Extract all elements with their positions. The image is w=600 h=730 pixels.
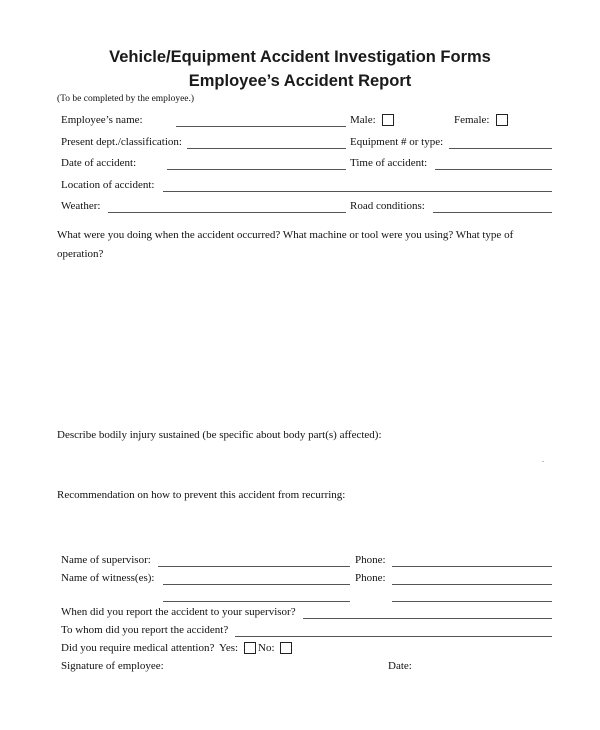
date-label: Date: xyxy=(388,660,412,672)
yes-checkbox[interactable] xyxy=(244,642,256,654)
recommendation-answer-area[interactable] xyxy=(56,504,552,548)
recommendation-question: Recommendation on how to prevent this accident from recurring: xyxy=(57,489,346,501)
form-subtitle: Employee’s Accident Report xyxy=(188,72,412,90)
supervisor-phone-label: Phone: xyxy=(355,554,386,566)
witness-name-label: Name of witness(es): xyxy=(61,572,155,584)
supervisor-name-label: Name of supervisor: xyxy=(61,554,151,566)
witness-phone-field[interactable] xyxy=(392,584,552,585)
supervisor-phone-field[interactable] xyxy=(392,566,552,567)
time-of-accident-label: Time of accident: xyxy=(350,157,428,169)
witness-phone-label: Phone: xyxy=(355,572,386,584)
dept-field[interactable] xyxy=(187,148,346,149)
equipment-label: Equipment # or type: xyxy=(350,136,444,148)
yes-label: Yes: xyxy=(219,642,239,654)
employee-name-label: Employee’s name: xyxy=(61,114,143,126)
what-doing-answer-area[interactable] xyxy=(56,262,552,422)
road-conditions-field[interactable] xyxy=(433,212,552,213)
male-label: Male: xyxy=(350,114,376,126)
weather-field[interactable] xyxy=(108,212,346,213)
weather-label: Weather: xyxy=(61,200,101,212)
date-field[interactable] xyxy=(416,656,552,674)
dept-label: Present dept./classification: xyxy=(61,136,182,148)
signature-label: Signature of employee: xyxy=(61,660,164,672)
female-checkbox[interactable] xyxy=(496,114,508,126)
report-supervisor-label: When did you report the accident to your supervisor? xyxy=(61,606,296,618)
report-to-whom-label: To whom did you report the accident? xyxy=(61,624,229,636)
location-label: Location of accident: xyxy=(61,179,155,191)
what-doing-question: What were you doing when the accident occurred? What machine or tool were you using? What type of xyxy=(57,229,514,241)
bodily-injury-question: Describe bodily injury sustained (be specific about body part(s) affected): xyxy=(57,429,382,441)
female-label: Female: xyxy=(454,114,490,126)
date-of-accident-field[interactable] xyxy=(167,169,346,170)
road-conditions-label: Road conditions: xyxy=(350,200,425,212)
witness-name-field[interactable] xyxy=(163,584,350,585)
male-checkbox[interactable] xyxy=(382,114,394,126)
supervisor-name-field[interactable] xyxy=(158,566,350,567)
time-of-accident-field[interactable] xyxy=(435,169,552,170)
no-checkbox[interactable] xyxy=(280,642,292,654)
what-doing-question-cont: operation? xyxy=(57,248,104,260)
bodily-injury-answer-area[interactable] xyxy=(56,444,552,486)
form-title: Vehicle/Equipment Accident Investigation Forms xyxy=(109,48,491,66)
date-of-accident-label: Date of accident: xyxy=(61,157,137,169)
report-to-whom-field[interactable] xyxy=(235,636,552,637)
witness-name-field-2[interactable] xyxy=(163,601,350,602)
employee-name-field[interactable] xyxy=(176,126,346,127)
medical-attention-label: Did you require medical attention? xyxy=(61,642,215,654)
stray-mark xyxy=(542,461,544,462)
location-field[interactable] xyxy=(163,191,552,192)
witness-phone-field-2[interactable] xyxy=(392,601,552,602)
no-label: No: xyxy=(258,642,275,654)
equipment-field[interactable] xyxy=(449,148,552,149)
instruction-note: (To be completed by the employee.) xyxy=(57,94,195,104)
signature-field[interactable] xyxy=(170,656,370,674)
report-supervisor-field[interactable] xyxy=(303,618,552,619)
